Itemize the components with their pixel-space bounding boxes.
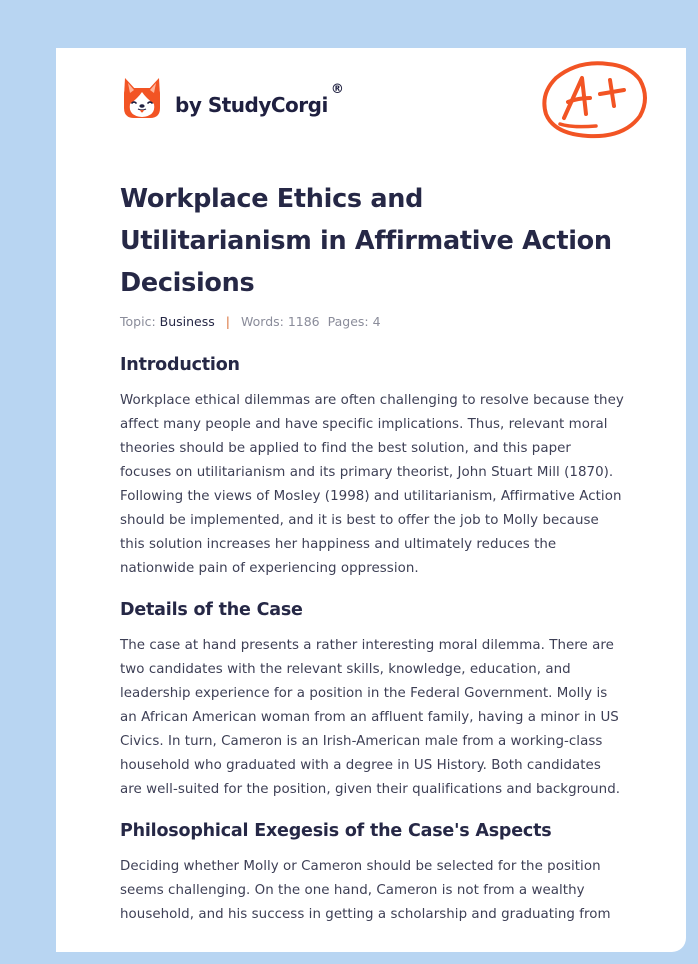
text-line: affect many people and have specific implications. Thus, relevant moral xyxy=(120,417,608,432)
title-line: Workplace Ethics and xyxy=(120,184,424,214)
corgi-icon xyxy=(122,76,162,120)
text-line: Following the views of Mosley (1998) and utilitarianism, Affirmative Action xyxy=(120,489,622,504)
text-line: The case at hand presents a rather interesting moral dilemma. There are xyxy=(120,638,614,653)
text-line: household, and his success in getting a scholarship and graduating from xyxy=(120,907,611,922)
page-count: Pages: 4 xyxy=(327,314,381,329)
text-line: household who graduated with a degree in US History. Both candidates xyxy=(120,758,601,773)
section-heading-introduction: Introduction xyxy=(120,355,240,375)
section-paragraph-introduction xyxy=(120,389,640,581)
text-line: an African American woman from an affluent family, having a minor in US xyxy=(120,710,619,725)
brand-name: by StudyCorgi xyxy=(175,93,328,117)
text-line: this solution increases her happiness and ultimately reduces the xyxy=(120,537,557,552)
text-line: nationwide pain of experiencing oppression. xyxy=(120,561,419,576)
text-line: Deciding whether Molly or Cameron should be selected for the position xyxy=(120,859,601,874)
text-line: Workplace ethical dilemmas are often challenging to resolve because they xyxy=(120,393,624,408)
section-heading-philosophical-exegesis: Philosophical Exegesis of the Case's Aspects xyxy=(120,821,552,841)
text-line: focuses on utilitarianism and its primary theorist, John Stuart Mill (1870). xyxy=(120,465,614,480)
title-line: Utilitarianism in Affirmative Action xyxy=(120,226,612,256)
text-line: seems challenging. On the one hand, Cameron is not from a wealthy xyxy=(120,883,585,898)
meta-separator: | xyxy=(225,314,230,329)
studycorgi-logo[interactable] xyxy=(122,76,344,120)
text-line: leadership experience for a position in the Federal Government. Molly is xyxy=(120,686,608,701)
topic-link[interactable]: Business xyxy=(159,314,215,329)
section-heading-details: Details of the Case xyxy=(120,600,303,620)
article-content xyxy=(120,178,640,927)
text-line: theories should be applied to find the best solution, and this paper xyxy=(120,441,571,456)
title-line: Decisions xyxy=(120,268,255,298)
text-line: should be implemented, and it is best to offer the job to Molly because xyxy=(120,513,599,528)
text-line: two candidates with the relevant skills, knowledge, education, and xyxy=(120,662,571,677)
a-plus-grade-icon xyxy=(538,58,650,140)
article-meta xyxy=(120,314,640,329)
document-card xyxy=(56,48,686,952)
page-title xyxy=(120,178,640,304)
text-line: are well-suited for the position, given their qualifications and background. xyxy=(120,782,621,797)
topic-label: Topic: xyxy=(120,314,156,329)
registered-mark: ® xyxy=(330,81,344,97)
text-line: Civics. In turn, Cameron is an Irish-American male from a working-class xyxy=(120,734,603,749)
word-count: Words: 1186 xyxy=(241,314,320,329)
section-paragraph-philosophical-exegesis xyxy=(120,855,640,927)
section-paragraph-details xyxy=(120,634,640,802)
